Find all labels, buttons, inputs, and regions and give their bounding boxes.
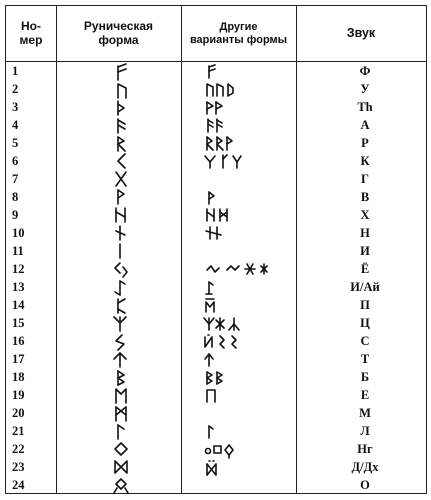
- row-number: 4: [12, 118, 19, 132]
- variant-fehu-icon: [209, 65, 215, 78]
- rune-kaunan-icon: [118, 154, 125, 168]
- row-number: 16: [12, 334, 25, 348]
- row-sound: А: [360, 118, 370, 132]
- variant-perthro-icon: [206, 299, 214, 312]
- rune-dagaz-icon: [115, 461, 127, 473]
- row-number: 8: [12, 190, 19, 204]
- variant-ehwaz-icon: [207, 390, 215, 402]
- row-number: 18: [12, 370, 25, 384]
- variant-laguz-icon: [209, 426, 213, 438]
- row-number: 11: [12, 244, 24, 258]
- rune-hagalaz-icon: [116, 208, 125, 222]
- row-number: 19: [12, 388, 25, 402]
- row-sound: Д/Дх: [351, 460, 379, 474]
- header-runic-form: [56, 6, 181, 61]
- runic-alphabet-table: [5, 5, 427, 494]
- row-sound: И: [360, 244, 370, 258]
- row-number: 20: [12, 406, 25, 420]
- variant-wunjo-icon: [209, 192, 214, 204]
- row-sound: О: [360, 478, 370, 492]
- variant-jera-icon: [207, 264, 267, 274]
- header-number-line1: Но-: [20, 18, 41, 33]
- row-number: 9: [12, 208, 19, 222]
- rune-laguz-icon: [118, 425, 124, 439]
- row-number: 12: [12, 262, 25, 276]
- header-runic-line2: форма: [98, 32, 139, 47]
- variant-sowilo-icon: [205, 335, 236, 348]
- row-sound: Г: [361, 172, 369, 186]
- header-number-line2: мер: [19, 32, 43, 47]
- row-sound: Б: [360, 370, 370, 384]
- row-number: 23: [12, 460, 25, 474]
- rune-gebo-icon: [116, 172, 126, 186]
- header-number: [6, 6, 56, 61]
- row-sound: Е: [360, 388, 370, 402]
- column-divider: [296, 6, 297, 493]
- rune-algiz-icon: [114, 317, 126, 331]
- variant-raidho-icon: [207, 137, 232, 150]
- rune-wunjo-icon: [118, 190, 124, 204]
- rune-raidho-icon: [118, 137, 125, 151]
- rune-tiwaz-icon: [114, 353, 126, 367]
- rune-mannaz-icon: [116, 407, 126, 421]
- rune-eihwaz-icon: [115, 281, 125, 295]
- header-variants: [181, 6, 296, 61]
- row-number: 1: [12, 64, 19, 78]
- row-number: 5: [12, 136, 19, 150]
- row-sound: И/Ай: [350, 280, 380, 294]
- rune-ehwaz-icon: [116, 389, 126, 403]
- row-sound: Р: [361, 136, 369, 150]
- row-sound: Th: [357, 100, 373, 114]
- row-sound: Н: [360, 226, 370, 240]
- header-sound-label: Звук: [346, 26, 376, 41]
- row-number: 10: [12, 226, 25, 240]
- row-sound: К: [360, 154, 370, 168]
- row-number: 6: [12, 154, 19, 168]
- row-sound: Т: [360, 352, 370, 366]
- variant-eihwaz-icon: [206, 282, 213, 294]
- variant-algiz-icon: [204, 318, 239, 330]
- row-sound: Ф: [359, 64, 371, 78]
- rune-sowilo-icon: [116, 335, 124, 350]
- row-number: 3: [12, 100, 19, 114]
- rune-fehu-icon: [118, 64, 126, 80]
- row-number: 14: [12, 298, 25, 312]
- variant-ingwaz-icon: [206, 445, 234, 458]
- header-variants-line1: Другие: [219, 20, 258, 33]
- rune-perthro-icon: [118, 299, 125, 313]
- row-sound: Х: [360, 208, 370, 222]
- variant-kaunan-icon: [205, 155, 241, 168]
- rune-othala-icon: [114, 479, 128, 493]
- variant-hagalaz-icon: [207, 209, 227, 221]
- rune-jera-icon: [115, 263, 127, 277]
- rune-naudiz-icon: [116, 226, 125, 240]
- header-sound: [296, 6, 426, 61]
- variant-naudiz-icon: [206, 227, 221, 239]
- rune-ingwaz-icon: [115, 443, 127, 455]
- row-number: 2: [12, 82, 19, 96]
- rune-thurisaz-icon: [118, 101, 124, 115]
- row-number: 13: [12, 280, 25, 294]
- row-sound: Л: [360, 424, 370, 438]
- variant-thurisaz-icon: [207, 102, 222, 114]
- rune-berkanan-icon: [118, 371, 124, 385]
- variant-ansuz-icon: [208, 119, 222, 132]
- column-divider: [56, 6, 57, 493]
- row-sound: С: [360, 334, 370, 348]
- header-runic-line1: Руническая: [83, 18, 154, 33]
- row-sound: В: [360, 190, 370, 204]
- column-divider: [181, 6, 182, 493]
- row-sound: Ё: [360, 262, 370, 276]
- variant-uruz-icon: [207, 84, 233, 96]
- row-sound: Нг: [357, 442, 373, 456]
- row-number: 21: [12, 424, 25, 438]
- variant-berkanan-icon: [207, 372, 222, 384]
- row-sound: М: [359, 406, 371, 420]
- rune-uruz-icon: [118, 84, 126, 98]
- variant-tiwaz-icon: [205, 354, 213, 366]
- variant-dagaz-icon: [207, 461, 216, 475]
- runic-forms-column: [106, 62, 146, 494]
- row-sound: П: [360, 298, 370, 312]
- variant-forms-column: [201, 62, 291, 494]
- rune-ansuz-icon: [118, 119, 125, 133]
- row-sound: Ц: [360, 316, 370, 330]
- row-number: 24: [12, 478, 25, 492]
- row-sound: У: [360, 82, 370, 96]
- row-number: 15: [12, 316, 25, 330]
- row-number: 22: [12, 442, 25, 456]
- row-number: 17: [12, 352, 25, 366]
- row-number: 7: [12, 172, 19, 186]
- header-variants-line2: варианты формы: [189, 33, 288, 46]
